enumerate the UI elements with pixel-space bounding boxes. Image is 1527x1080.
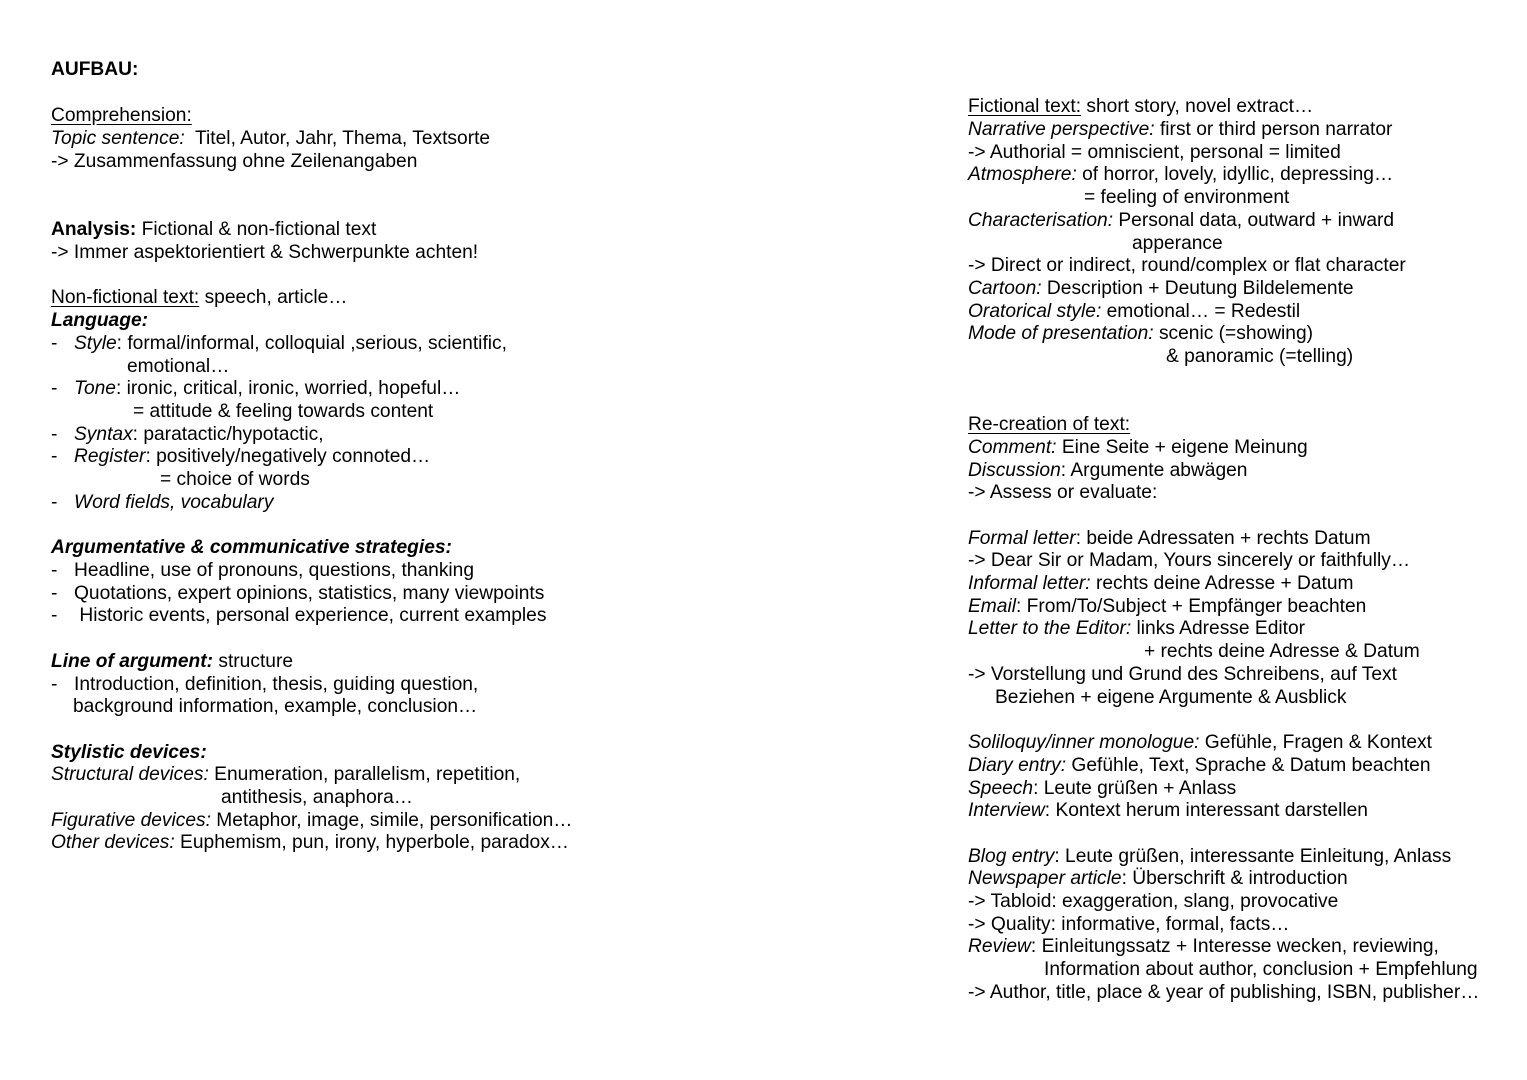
register-label: Register	[74, 446, 146, 467]
characterisation-continuation: apperance	[1132, 233, 1223, 254]
argument-item-continuation: background information, example, conclusion…	[73, 696, 478, 717]
informal-letter-label: Informal letter:	[968, 573, 1091, 594]
comment-text: Eine Seite + eigene Meinung	[1056, 437, 1308, 458]
register-continuation: = choice of words	[160, 469, 310, 490]
figurative-devices-line	[51, 809, 573, 832]
cartoon-label: Cartoon:	[968, 278, 1042, 299]
narrative-label: Narrative perspective:	[968, 119, 1155, 140]
style-label: Style	[74, 333, 117, 354]
review-line	[968, 935, 1439, 958]
blog-line	[968, 845, 1451, 868]
strategies-item-text: Historic events, personal experience, current examples	[74, 605, 547, 626]
register-item	[51, 445, 430, 468]
interview-label: Interview	[968, 800, 1045, 821]
bullet-dash: -	[51, 424, 58, 445]
oratorical-line	[968, 300, 1300, 323]
topic-sentence-line	[51, 127, 490, 150]
strategies-item-2	[51, 582, 544, 605]
cartoon-text: Description + Deutung Bildelemente	[1041, 278, 1354, 299]
style-item	[51, 332, 507, 355]
author-note: -> Author, title, place & year of publishing, ISBN, publisher…	[968, 982, 1480, 1003]
other-devices-label: Other devices:	[51, 832, 175, 853]
formal-letter-label: Formal letter	[968, 528, 1076, 549]
newspaper-text: : Überschrift & introduction	[1121, 868, 1348, 889]
narrative-text: first or third person narrator	[1154, 119, 1393, 140]
analysis-note: -> Immer aspektorientiert & Schwerpunkte achten!	[51, 242, 479, 263]
comment-line	[968, 436, 1308, 459]
speech-line	[968, 777, 1236, 800]
language-heading: Language:	[51, 310, 149, 331]
nonfiction-heading-rest: speech, article…	[199, 287, 348, 308]
characterisation-text: Personal data, outward + inward	[1113, 210, 1395, 231]
line-of-argument-label: Line of argument:	[51, 651, 214, 672]
style-continuation: emotional…	[127, 356, 230, 377]
email-line	[968, 595, 1366, 618]
bullet-dash: -	[51, 378, 58, 399]
discussion-line	[968, 459, 1247, 482]
word-fields-text: Word fields, vocabulary	[74, 492, 274, 513]
structural-devices-line	[51, 763, 520, 786]
argument-item-text: Introduction, definition, thesis, guiding question,	[74, 674, 479, 695]
topic-sentence-text: Titel, Autor, Jahr, Thema, Textsorte	[195, 128, 491, 149]
summary-note: -> Zusammenfassung ohne Zeilenangaben	[51, 151, 418, 172]
page-title: AUFBAU:	[51, 59, 139, 80]
informal-letter-line	[968, 572, 1354, 595]
analysis-line	[51, 218, 376, 241]
bullet-dash: -	[51, 333, 58, 354]
assess-note: -> Assess or evaluate:	[968, 482, 1158, 503]
argument-item	[51, 673, 478, 696]
nonfiction-heading-line	[51, 286, 348, 309]
narrative-line	[968, 118, 1392, 141]
bullet-dash: -	[51, 492, 58, 513]
tone-label: Tone	[74, 378, 116, 399]
speech-label: Speech	[968, 778, 1034, 799]
speech-text: : Leute grüßen + Anlass	[1033, 778, 1237, 799]
nonfiction-heading: Non-fictional text:	[51, 287, 200, 308]
dear-note: -> Dear Sir or Madam, Yours sincerely or faithfully…	[968, 550, 1411, 571]
discussion-text: : Argumente abwägen	[1060, 460, 1248, 481]
strategies-item-text: Headline, use of pronouns, questions, thanking	[74, 560, 475, 581]
figurative-devices-text: Metaphor, image, simile, personification…	[210, 810, 573, 831]
diary-line	[968, 754, 1431, 777]
soliloquy-line	[968, 731, 1432, 754]
newspaper-line	[968, 867, 1348, 890]
analysis-text: Fictional & non-fictional text	[136, 219, 377, 240]
fiction-heading: Fictional text:	[968, 96, 1082, 117]
review-label: Review	[968, 936, 1031, 957]
direct-note: -> Direct or indirect, round/complex or flat character	[968, 255, 1406, 276]
mode-line	[968, 322, 1313, 345]
interview-text: : Kontext herum interessant darstellen	[1044, 800, 1368, 821]
characterisation-line	[968, 209, 1394, 232]
tone-item	[51, 377, 460, 400]
atmosphere-text: of horror, lovely, idyllic, depressing…	[1076, 164, 1394, 185]
comment-label: Comment:	[968, 437, 1057, 458]
strategies-item-text: Quotations, expert opinions, statistics, many viewpoints	[74, 583, 545, 604]
fiction-heading-line	[968, 95, 1313, 118]
soliloquy-label: Soliloquy/inner monologue:	[968, 732, 1200, 753]
structural-devices-continuation: antithesis, anaphora…	[221, 787, 413, 808]
authorial-note: -> Authorial = omniscient, personal = limited	[968, 142, 1341, 163]
syntax-text: : paratactic/hypotactic,	[132, 424, 324, 445]
figurative-devices-label: Figurative devices:	[51, 810, 211, 831]
informal-letter-text: rechts deine Adresse + Datum	[1090, 573, 1354, 594]
syntax-item	[51, 423, 324, 446]
email-label: Email	[968, 596, 1016, 617]
discussion-label: Discussion	[968, 460, 1061, 481]
mode-label: Mode of presentation:	[968, 323, 1154, 344]
structural-devices-label: Structural devices:	[51, 764, 209, 785]
comprehension-heading: Comprehension:	[51, 105, 192, 126]
oratorical-text: emotional… = Redestil	[1101, 301, 1301, 322]
characterisation-label: Characterisation:	[968, 210, 1114, 231]
other-devices-line	[51, 831, 569, 854]
atmosphere-continuation: = feeling of environment	[1084, 187, 1290, 208]
stylistic-heading: Stylistic devices:	[51, 742, 207, 763]
atmosphere-line	[968, 163, 1393, 186]
vorstellung-note: -> Vorstellung und Grund des Schreibens, auf Text	[968, 664, 1397, 685]
bullet-dash: -	[51, 560, 58, 581]
review-continuation: Information about author, conclusion + Empfehlung	[1044, 959, 1478, 980]
email-text: : From/To/Subject + Empfänger beachten	[1015, 596, 1367, 617]
word-fields-item	[51, 491, 273, 514]
structural-devices-text: Enumeration, parallelism, repetition,	[208, 764, 521, 785]
editor-continuation: + rechts deine Adresse & Datum	[1144, 641, 1420, 662]
tone-continuation: = attitude & feeling towards content	[133, 401, 434, 422]
blog-text: : Leute grüßen, interessante Einleitung, Anlass	[1054, 846, 1452, 867]
line-of-argument-line	[51, 650, 293, 673]
editor-text: links Adresse Editor	[1131, 618, 1306, 639]
line-of-argument-text: structure	[213, 651, 294, 672]
analysis-label: Analysis:	[51, 219, 137, 240]
tabloid-note: -> Tabloid: exaggeration, slang, provocative	[968, 891, 1339, 912]
bullet-dash: -	[51, 605, 58, 626]
recreation-heading: Re-creation of text:	[968, 414, 1131, 435]
soliloquy-text: Gefühle, Fragen & Kontext	[1199, 732, 1432, 753]
mode-text: scenic (=showing)	[1153, 323, 1314, 344]
formal-letter-text: : beide Adressaten + rechts Datum	[1075, 528, 1371, 549]
editor-line	[968, 617, 1305, 640]
newspaper-label: Newspaper article	[968, 868, 1122, 889]
register-text: : positively/negatively connoted…	[145, 446, 431, 467]
bullet-dash: -	[51, 674, 58, 695]
strategies-item-1	[51, 559, 474, 582]
blog-label: Blog entry	[968, 846, 1055, 867]
mode-continuation: & panoramic (=telling)	[1166, 346, 1354, 367]
syntax-label: Syntax	[74, 424, 133, 445]
strategies-heading: Argumentative & communicative strategies:	[51, 537, 452, 558]
diary-text: Gefühle, Text, Sprache & Datum beachten	[1066, 755, 1431, 776]
tone-text: : ironic, critical, ironic, worried, hopeful…	[115, 378, 461, 399]
formal-letter-line	[968, 527, 1371, 550]
fiction-heading-rest: short story, novel extract…	[1081, 96, 1314, 117]
style-text: : formal/informal, colloquial ,serious, scientific,	[116, 333, 507, 354]
interview-line	[968, 799, 1368, 822]
vorstellung-continuation: Beziehen + eigene Argumente & Ausblick	[995, 687, 1347, 708]
diary-label: Diary entry:	[968, 755, 1067, 776]
cartoon-line	[968, 277, 1354, 300]
editor-label: Letter to the Editor:	[968, 618, 1132, 639]
atmosphere-label: Atmosphere:	[968, 164, 1077, 185]
topic-sentence-label: Topic sentence:	[51, 128, 185, 149]
strategies-item-3	[51, 604, 546, 627]
oratorical-label: Oratorical style:	[968, 301, 1102, 322]
quality-note: -> Quality: informative, formal, facts…	[968, 914, 1290, 935]
other-devices-text: Euphemism, pun, irony, hyperbole, paradox…	[174, 832, 569, 853]
review-text: : Einleitungssatz + Interesse wecken, reviewing,	[1030, 936, 1439, 957]
bullet-dash: -	[51, 583, 58, 604]
bullet-dash: -	[51, 446, 58, 467]
